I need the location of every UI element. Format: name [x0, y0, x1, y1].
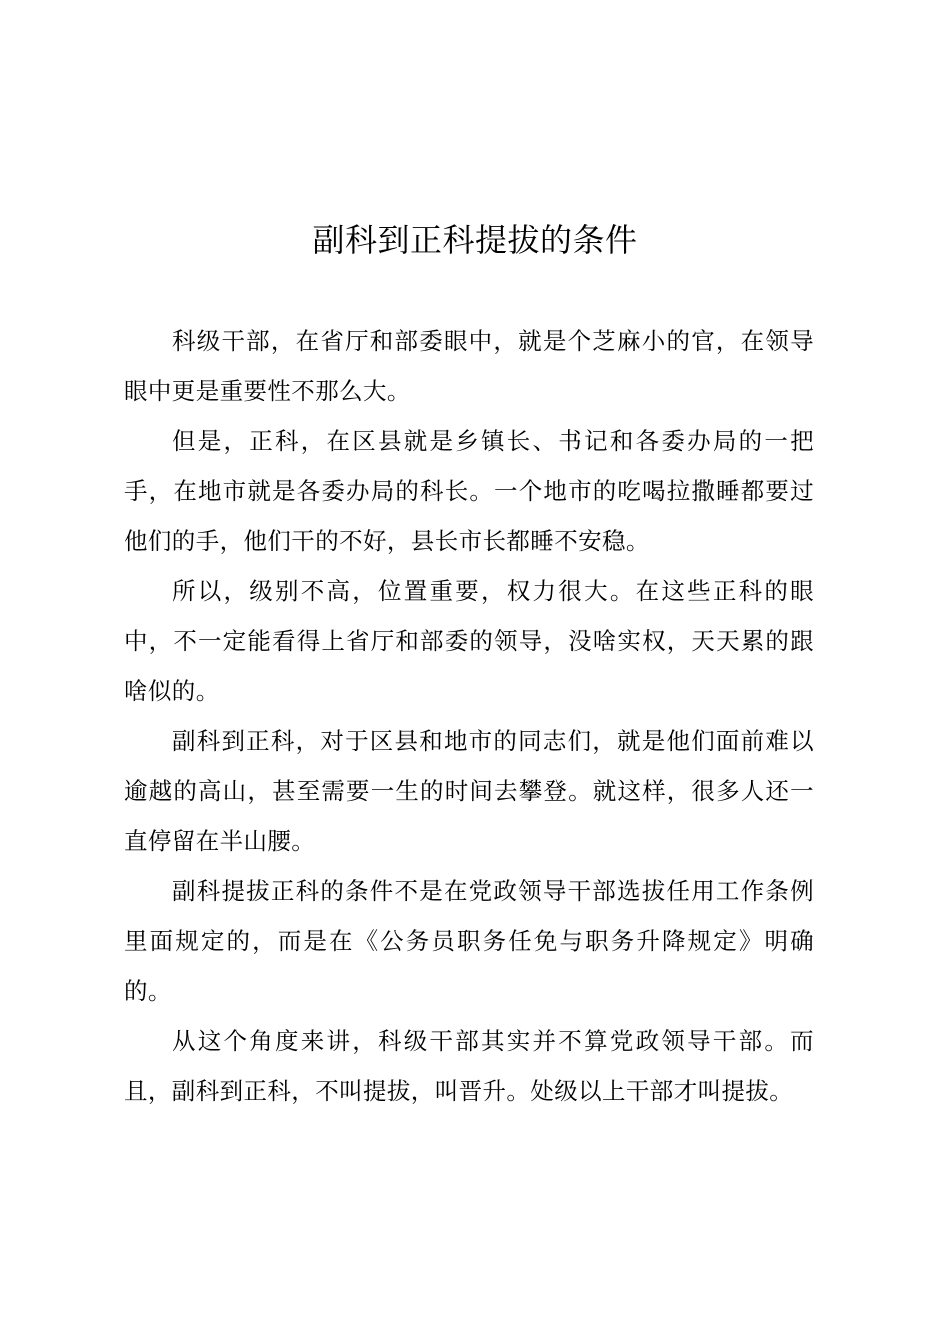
paragraph: 副科提拔正科的条件不是在党政领导干部选拔任用工作条例里面规定的，而是在《公务员职务任免与职务升降规定》明确的。: [124, 877, 814, 1005]
document-title: 副科到正科提拔的条件: [312, 221, 638, 259]
paragraph: 从这个角度来讲，科级干部其实并不算党政领导干部。而且，副科到正科，不叫提拔，叫晋升。处级以上干部才叫提拔。: [124, 1027, 814, 1105]
paragraph: 但是，正科，在区县就是乡镇长、书记和各委办局的一把手，在地市就是各委办局的科长。一个地市的吃喝拉撒睡都要过他们的手，他们干的不好，县长市长都睡不安稳。: [124, 427, 814, 555]
paragraph: 所以，级别不高，位置重要，权力很大。在这些正科的眼中，不一定能看得上省厅和部委的领导，没啥实权，天天累的跟啥似的。: [124, 577, 814, 705]
paragraph: 科级干部，在省厅和部委眼中，就是个芝麻小的官，在领导眼中更是重要性不那么大。: [124, 327, 814, 405]
paragraph: 副科到正科，对于区县和地市的同志们，就是他们面前难以逾越的高山，甚至需要一生的时间去攀登。就这样，很多人还一直停留在半山腰。: [124, 727, 814, 855]
document-body: [124, 316, 814, 1116]
